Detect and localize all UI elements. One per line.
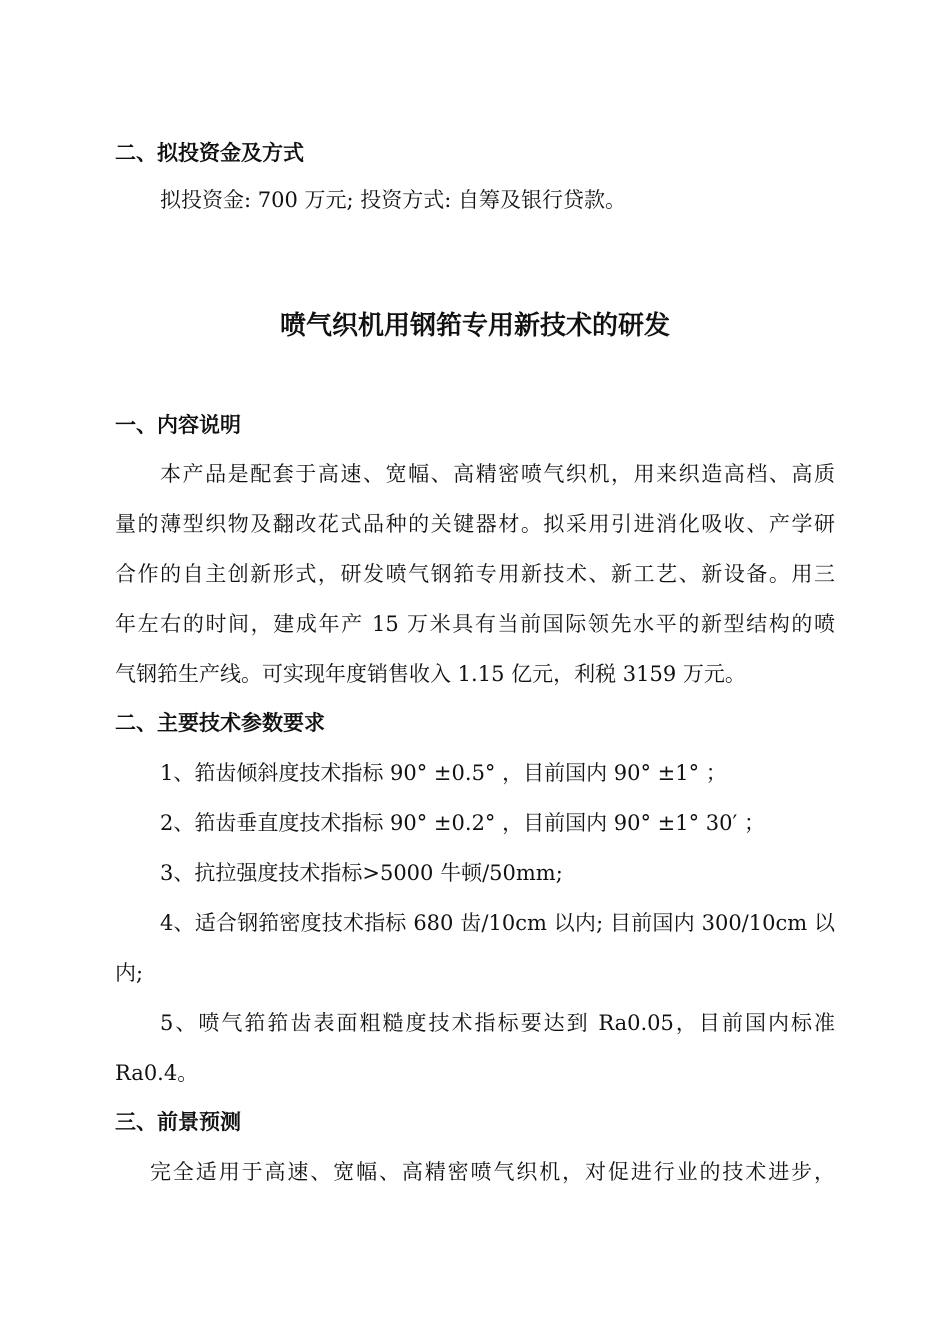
- param-item: 2、筘齿垂直度技术指标 90° ±0.2° ，目前国内 90° ±1° 30′ ；: [160, 811, 765, 835]
- param-item: 1、筘齿倾斜度技术指标 90° ±0.5° ，目前国内 90° ±1° ；: [160, 761, 727, 785]
- params-heading: 二、主要技术参数要求: [115, 710, 325, 735]
- content-line: 合作的自主创新形式，研发喷气钢筘专用新技术、新工艺、新设备。用三: [115, 562, 835, 586]
- content-heading: 一、内容说明: [115, 412, 241, 437]
- content-line: 本产品是配套于高速、宽幅、高精密喷气织机，用来织造高档、高质: [160, 462, 835, 486]
- param-item: 3、抗拉强度技术指标>5000 牛顿/50mm;: [160, 861, 563, 885]
- document-title: 喷气织机用钢筘专用新技术的研发: [279, 311, 670, 341]
- content-line: 量的薄型织物及翻改花式品种的关键器材。拟采用引进消化吸收、产学研: [115, 512, 835, 536]
- outlook-text: 完全适用于高速、宽幅、高精密喷气织机，对促进行业的技术进步，: [150, 1160, 835, 1184]
- param-item-continued: 内;: [115, 961, 144, 985]
- content-line: 气钢筘生产线。可实现年度销售收入 1.15 亿元，利税 3159 万元。: [115, 662, 746, 686]
- param-item: 5、喷气筘筘齿表面粗糙度技术指标要达到 Ra0.05，目前国内标准: [160, 1011, 835, 1035]
- invest-text: 拟投资金: 700 万元; 投资方式: 自筹及银行贷款。: [160, 188, 627, 212]
- param-item: 4、适合钢筘密度技术指标 680 齿/10cm 以内; 目前国内 300/10cm 以: [160, 911, 835, 935]
- content-line: 年左右的时间，建成年产 15 万米具有当前国际领先水平的新型结构的喷: [115, 612, 835, 636]
- param-item-continued: Ra0.4。: [115, 1061, 199, 1085]
- outlook-heading: 三、前景预测: [115, 1109, 241, 1134]
- invest-heading: 二、拟投资金及方式: [115, 140, 304, 165]
